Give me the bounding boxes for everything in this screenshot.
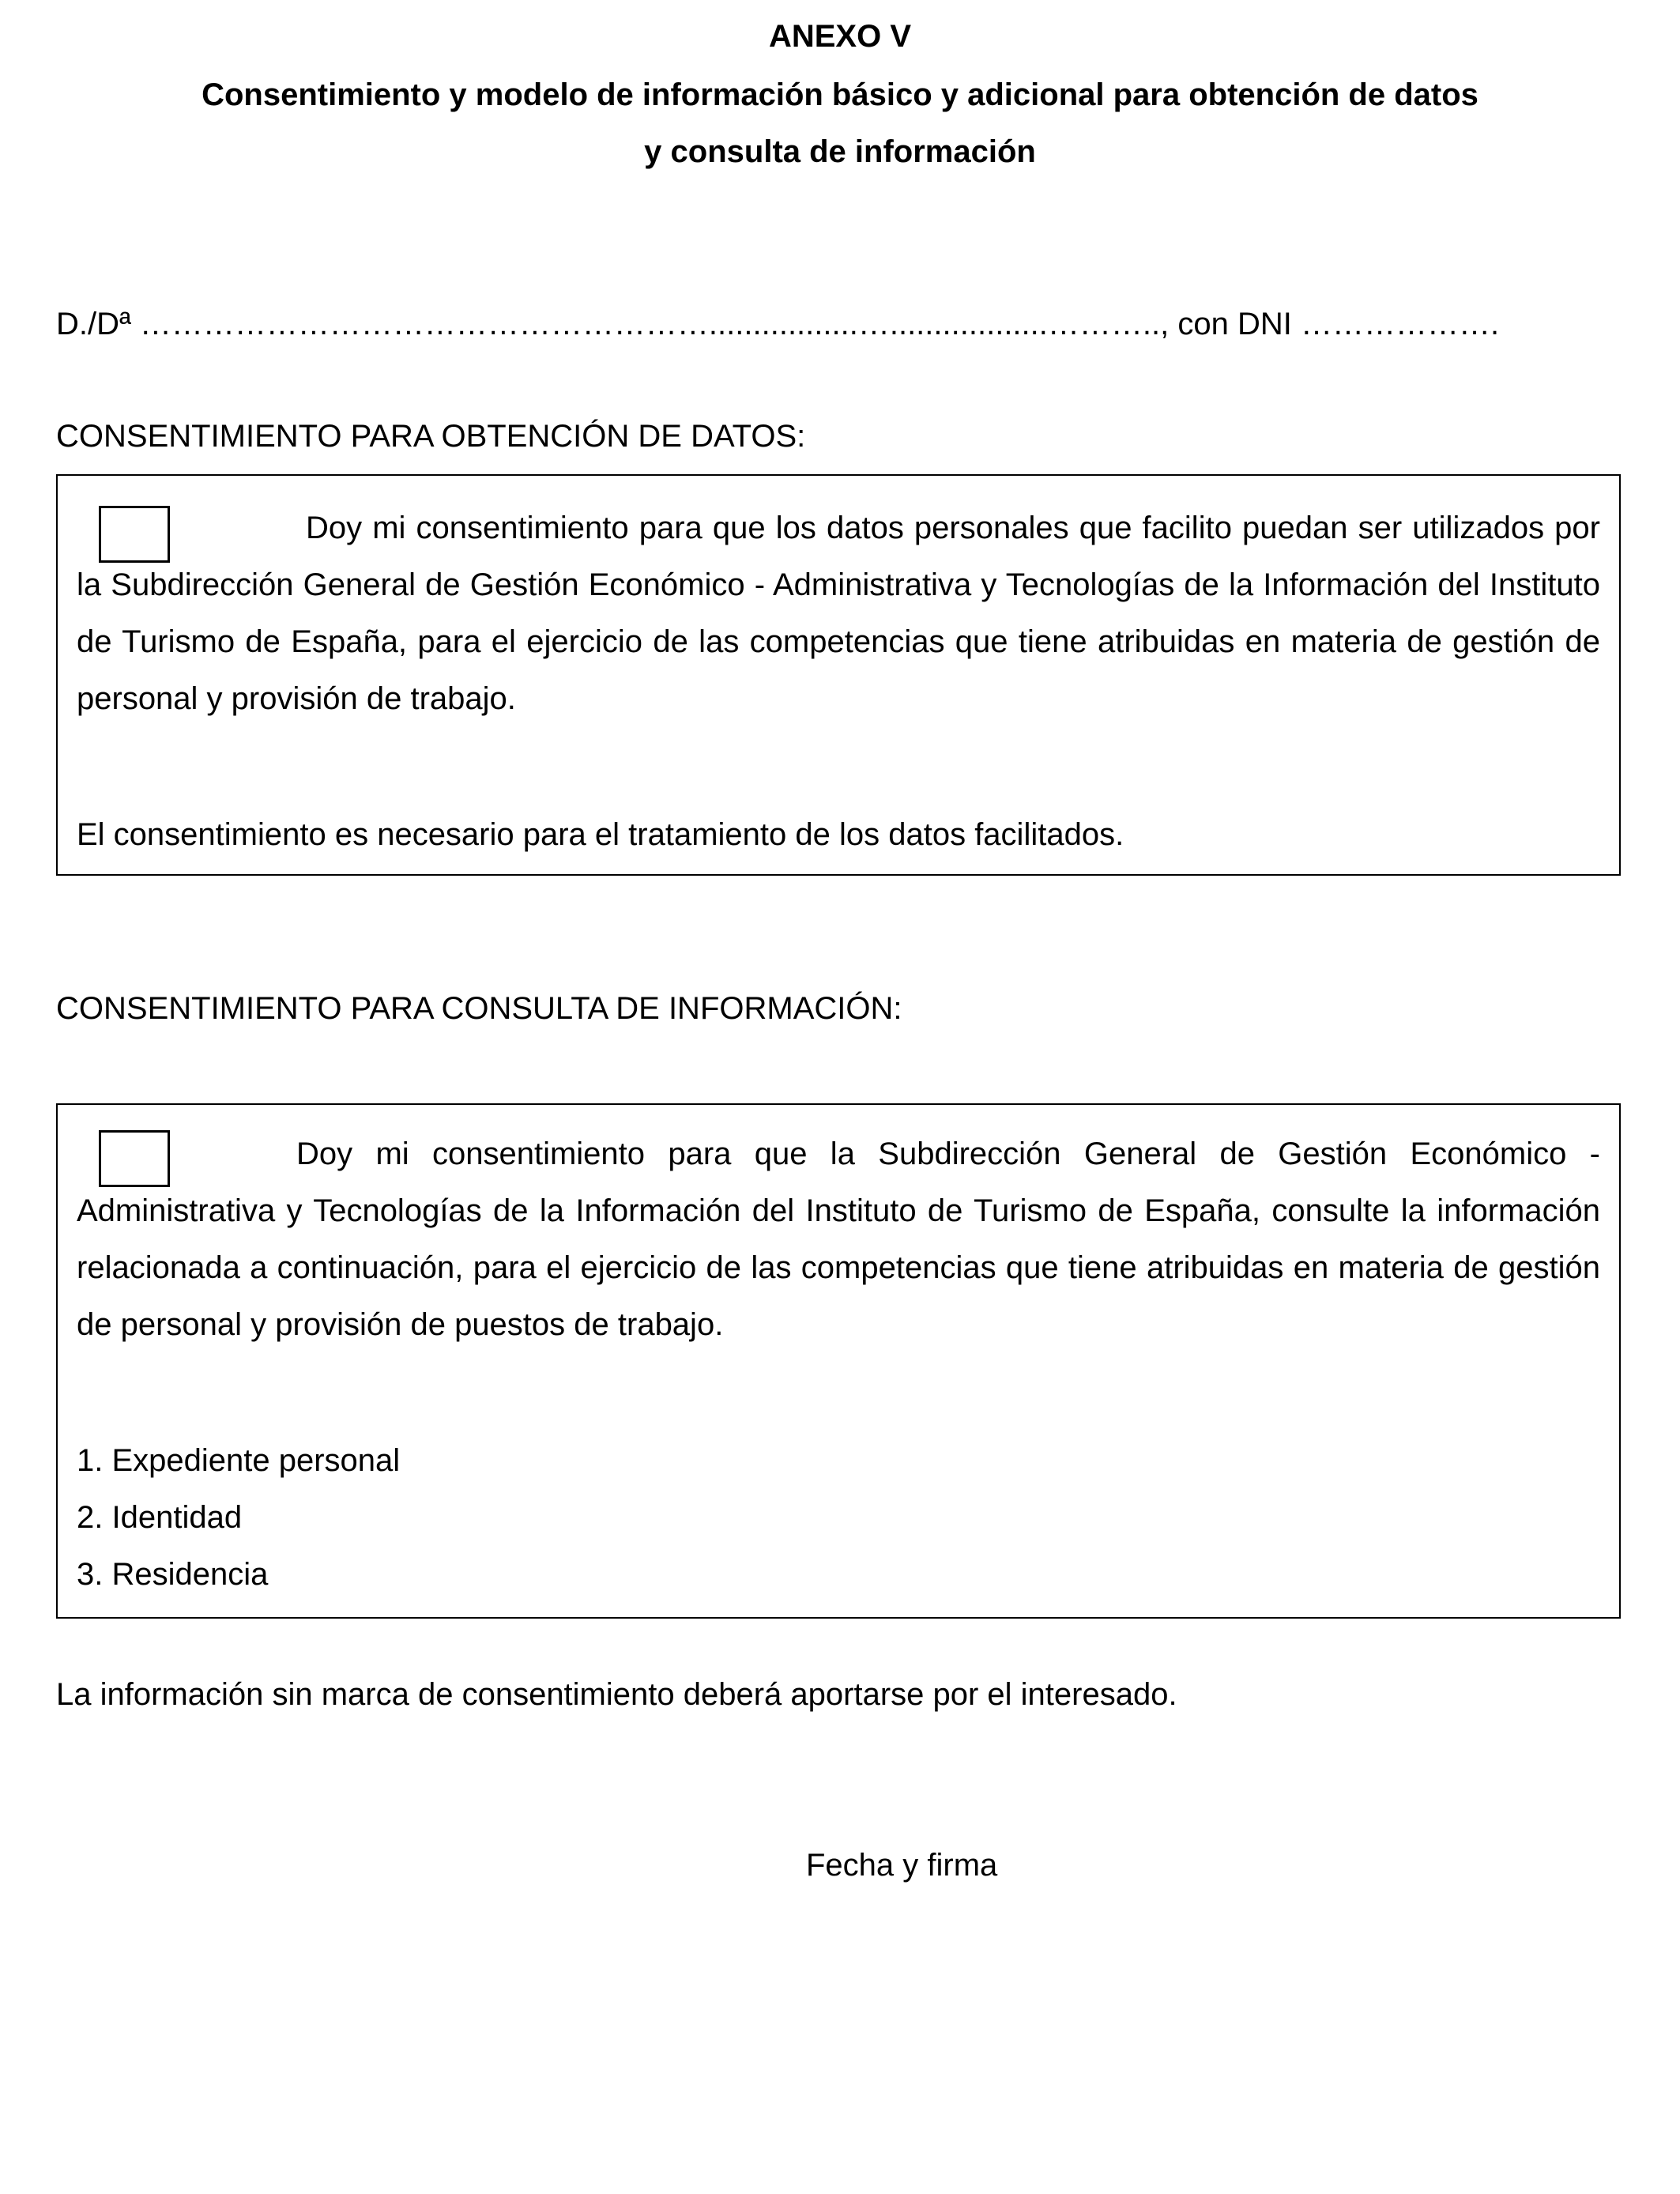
consent-necessity-text: El consentimiento es necesario para el tratamiento de los datos facilitados.: [77, 817, 1124, 852]
data-consent-checkbox[interactable]: [99, 506, 170, 563]
name-dni-line: D./Dª ……………………………………………….................…..................……….., con DNI ……………….: [56, 307, 1500, 341]
document-title-line-1: Consentimiento y modelo de información básico y adicional para obtención de datos: [202, 77, 1478, 112]
footer-note: La información sin marca de consentimiento deberá aportarse por el interesado.: [56, 1677, 1177, 1712]
info-consent-heading: CONSENTIMIENTO PARA CONSULTA DE INFORMACIÓN:: [56, 991, 902, 1026]
info-consent-checkbox[interactable]: [99, 1130, 170, 1187]
info-items-list: [77, 1432, 400, 1603]
data-consent-box: [56, 474, 1621, 876]
signature-label: Fecha y firma: [806, 1848, 998, 1883]
annex-title: ANEXO V: [768, 19, 912, 54]
document-title-line-2: y consulta de información: [644, 134, 1036, 169]
list-item: 2. Identidad: [77, 1500, 243, 1535]
info-consent-box: [56, 1103, 1621, 1619]
data-consent-heading: CONSENTIMIENTO PARA OBTENCIÓN DE DATOS:: [56, 419, 806, 454]
data-consent-text: Doy mi consentimiento para que los datos personales que facilito puedan ser utilizados por la Subdirección General de Gestión Económico - Administrativa y Tecnologías de la Información del Instituto de Turismo de España, para el ejercicio de las competencias que tiene atribuidas en materia de gestión de personal y provisión de trabajo.: [77, 511, 1600, 716]
list-item: 1. Expediente personal: [77, 1443, 401, 1478]
list-item: 3. Residencia: [77, 1557, 269, 1592]
info-consent-text: Doy mi consentimiento para que la Subdirección General de Gestión Económico - Administrativa y Tecnologías de la Información del Instituto de Turismo de España, consulte la información relacionada a continuación, para el ejercicio de las competencias que tiene atribuidas en materia de gestión de personal y provisión de puestos de trabajo.: [77, 1137, 1600, 1342]
